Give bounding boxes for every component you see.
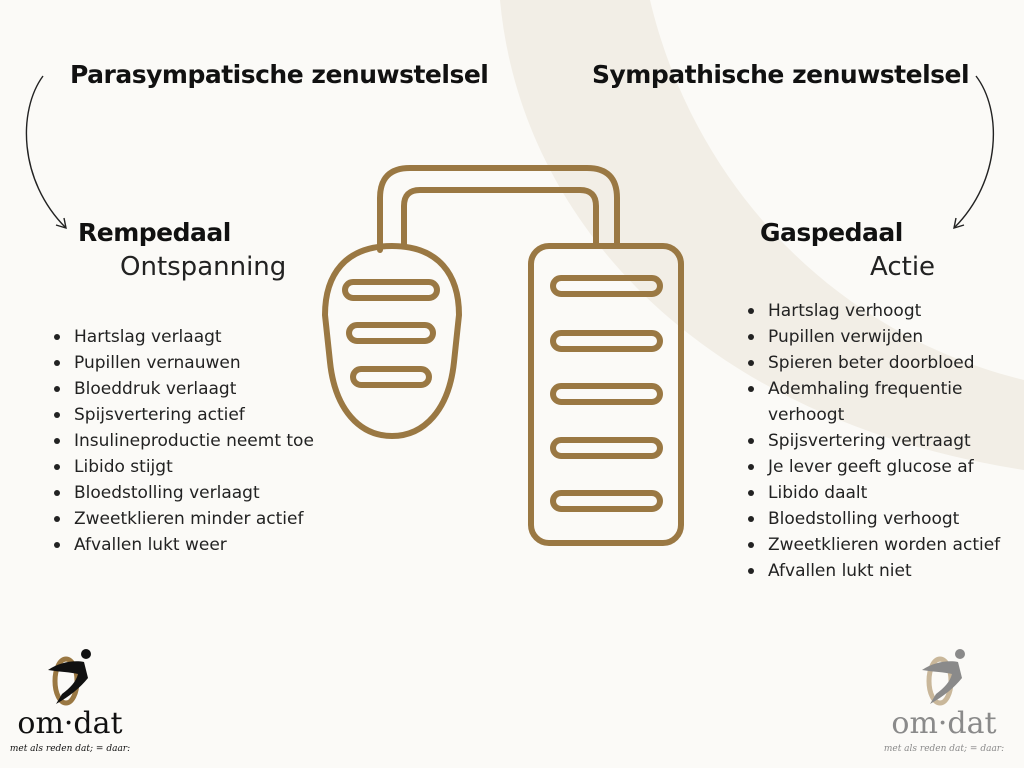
- omdat-logo-word: om·dat: [891, 706, 997, 741]
- left-list-item: Zweetklieren minder actief: [52, 506, 342, 532]
- sympathetic-effects-list: [746, 298, 1016, 584]
- gas-pedal-subtitle: Actie: [870, 252, 936, 282]
- curved-arrow-icon-right: [944, 70, 1004, 235]
- right-list-item: Ademhaling frequentie verhoogt: [746, 376, 1016, 428]
- parasympathetic-effects-list: [52, 324, 342, 558]
- left-list-item: Pupillen vernauwen: [52, 350, 342, 376]
- right-list-item: Afvallen lukt niet: [746, 558, 1016, 584]
- omdat-logo-tagline: met als reden dat; = daar:: [883, 744, 1005, 754]
- left-list-item: Hartslag verlaagt: [52, 324, 342, 350]
- parasympathetic-heading: Parasympatische zenuwstelsel: [70, 60, 489, 89]
- right-list-item: Zweetklieren worden actief: [746, 532, 1016, 558]
- brake-pedal-title: Rempedaal: [78, 218, 231, 247]
- right-list-item: Pupillen verwijden: [746, 324, 1016, 350]
- omdat-logo-word: om·dat: [17, 706, 123, 741]
- right-list-item: Spieren beter doorbloed: [746, 350, 1016, 376]
- right-list-item: Je lever geeft glucose af: [746, 454, 1016, 480]
- omdat-logo-right: [874, 648, 1014, 758]
- left-list-item: Afvallen lukt weer: [52, 532, 342, 558]
- right-list-item: Hartslag verhoogt: [746, 298, 1016, 324]
- curved-arrow-icon-left: [18, 70, 78, 235]
- left-list-item: Bloedstolling verlaagt: [52, 480, 342, 506]
- omdat-logo-tagline: met als reden dat; = daar:: [9, 744, 131, 754]
- brake-pedal-subtitle: Ontspanning: [120, 252, 287, 282]
- omdat-logo-left: [0, 648, 140, 758]
- gas-pedal-title: Gaspedaal: [760, 218, 903, 247]
- left-list-item: Bloeddruk verlaagt: [52, 376, 342, 402]
- left-list-item: Insulineproductie neemt toe: [52, 428, 342, 454]
- right-list-item: Spijsvertering vertraagt: [746, 428, 1016, 454]
- left-list-item: Spijsvertering actief: [52, 402, 342, 428]
- sympathetic-heading: Sympathische zenuwstelsel: [592, 60, 970, 89]
- right-list-item: Bloedstolling verhoogt: [746, 506, 1016, 532]
- left-list-item: Libido stijgt: [52, 454, 342, 480]
- omdat-figure-icon: [874, 648, 1014, 708]
- right-list-item: Libido daalt: [746, 480, 1016, 506]
- omdat-figure-icon: [0, 648, 140, 708]
